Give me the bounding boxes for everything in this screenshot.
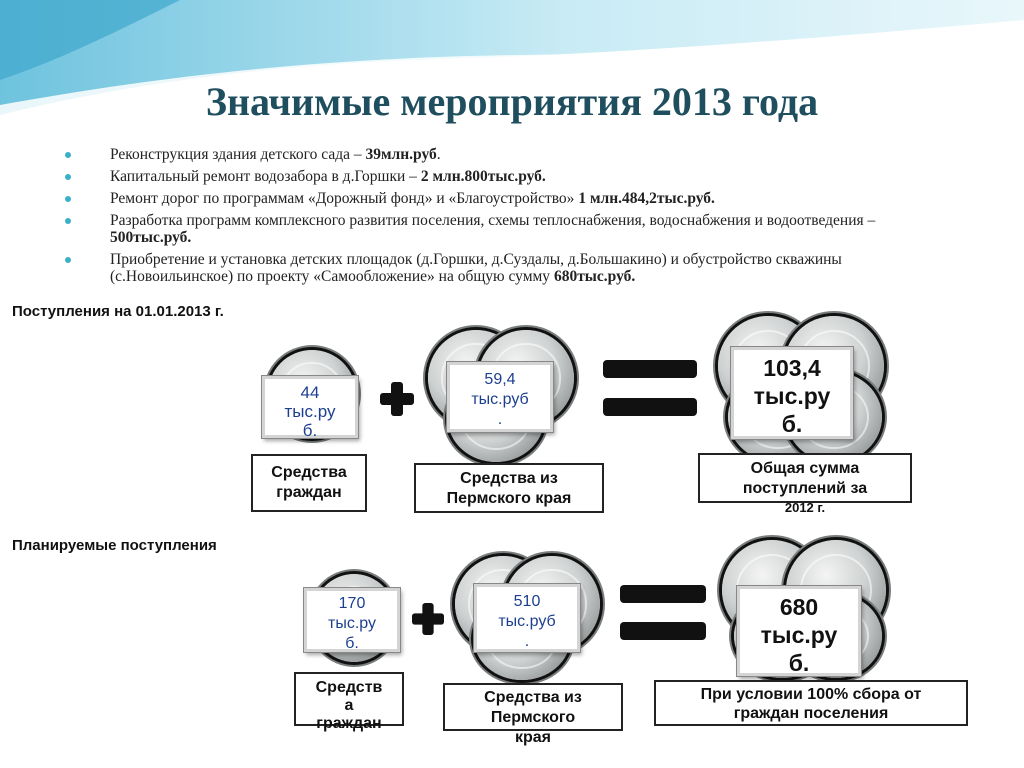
value-line: . [497,411,503,428]
value-line: тыс.руб [498,613,556,630]
equals-icon [620,585,706,603]
value-line: тыс.ру [753,383,831,409]
label-line: поступлений за [742,480,868,497]
bullet-dot-icon [65,196,71,202]
krai-label-box [414,463,604,513]
citizens-planned-label-box [294,672,404,732]
equals-icon-bottom-bar [603,398,697,416]
value-line: 510 [513,593,541,610]
label-line: Средств [315,679,383,696]
label-line: а [344,697,354,714]
list-item-text: Ремонт дорог по программам «Дорожный фонд» и «Благоустройство» [110,190,579,207]
equals-icon-bottom-bar [620,622,706,640]
plus-icon [380,382,414,416]
bullet-dot-icon [65,152,71,158]
list-item-amount: 500тыс.руб. [110,229,192,246]
list-item [62,168,902,185]
list-item [62,212,902,246]
list-item [62,146,902,163]
total-label-box [698,453,912,515]
value-line: 170 [338,595,366,612]
list-item-tail: . [436,146,441,163]
value-line: . [524,633,530,650]
list-item-text: Капитальный ремонт водозабора в д.Горшки – [110,168,421,185]
value-line: б. [345,635,359,652]
label-line: Средства из [460,470,558,487]
value-line: б. [788,650,810,676]
krai-planned-value-box [474,584,580,652]
section-heading-planned: Планируемые поступления [12,537,217,554]
list-item-amount: 2 млн.800тыс.руб. [420,168,546,185]
value-line: 44 [300,383,320,402]
value-line: 103,4 [763,355,821,381]
value-line: тыс.ру [284,402,336,421]
label-line: Средства из [484,689,582,706]
citizens-value-box [262,376,358,438]
value-line: б. [302,421,318,440]
list-item [62,251,902,285]
list-item-amount: 680тыс.руб. [553,268,636,285]
list-item-amount: 39млн.руб [365,146,437,163]
list-item-text: Приобретение и установка детских площадок (д.Горшки, д.Суздалы, д.Большакино) и обустройство скважины (с.Новоильинское) по проекту «Самообложение» на общую сумму [110,251,842,285]
label-line: Общая сумма [750,460,860,477]
value-line: б. [781,411,803,437]
value-line: тыс.руб [471,391,529,408]
label-line: При условии 100% сбора от [700,686,922,703]
bullet-dot-icon [65,257,71,263]
krai-value-box [447,362,553,432]
citizens-label-box [251,454,367,512]
total-planned-value-box [737,586,861,676]
total-value-box [731,347,853,439]
label-line: граждан [276,484,342,501]
label-line: Пермского края [446,490,572,507]
page-title: Значимые мероприятия 2013 года [205,79,819,124]
label-line: края [514,729,551,746]
label-line: Пермского [490,709,576,726]
list-item-text: Разработка программ комплексного развития поселения, схемы теплоснабжения, водоснабжения и водоотведения – [110,212,876,229]
label-line: 2012 г. [784,500,826,515]
bullet-dot-icon [65,174,71,180]
value-line: тыс.ру [760,622,838,648]
label-line: граждан [316,715,382,732]
bullet-list [62,146,902,290]
plus-icon [412,603,444,635]
value-line: 680 [779,594,819,620]
list-item [62,190,902,207]
bullet-dot-icon [65,218,71,224]
equals-icon [603,360,697,378]
list-item-text: Реконструкция здания детского сада – [110,146,366,163]
total-planned-label-box [654,680,968,726]
krai-planned-label-box [443,683,623,746]
value-line: тыс.ру [328,615,376,632]
label-line: граждан поселения [733,705,889,722]
section-heading-received: Поступления на 01.01.2013 г. [12,303,224,320]
citizens-planned-value-box [304,588,400,652]
label-line: Средства [271,464,347,481]
value-line: 59,4 [484,371,516,388]
list-item-amount: 1 млн.484,2тыс.руб. [578,190,715,207]
